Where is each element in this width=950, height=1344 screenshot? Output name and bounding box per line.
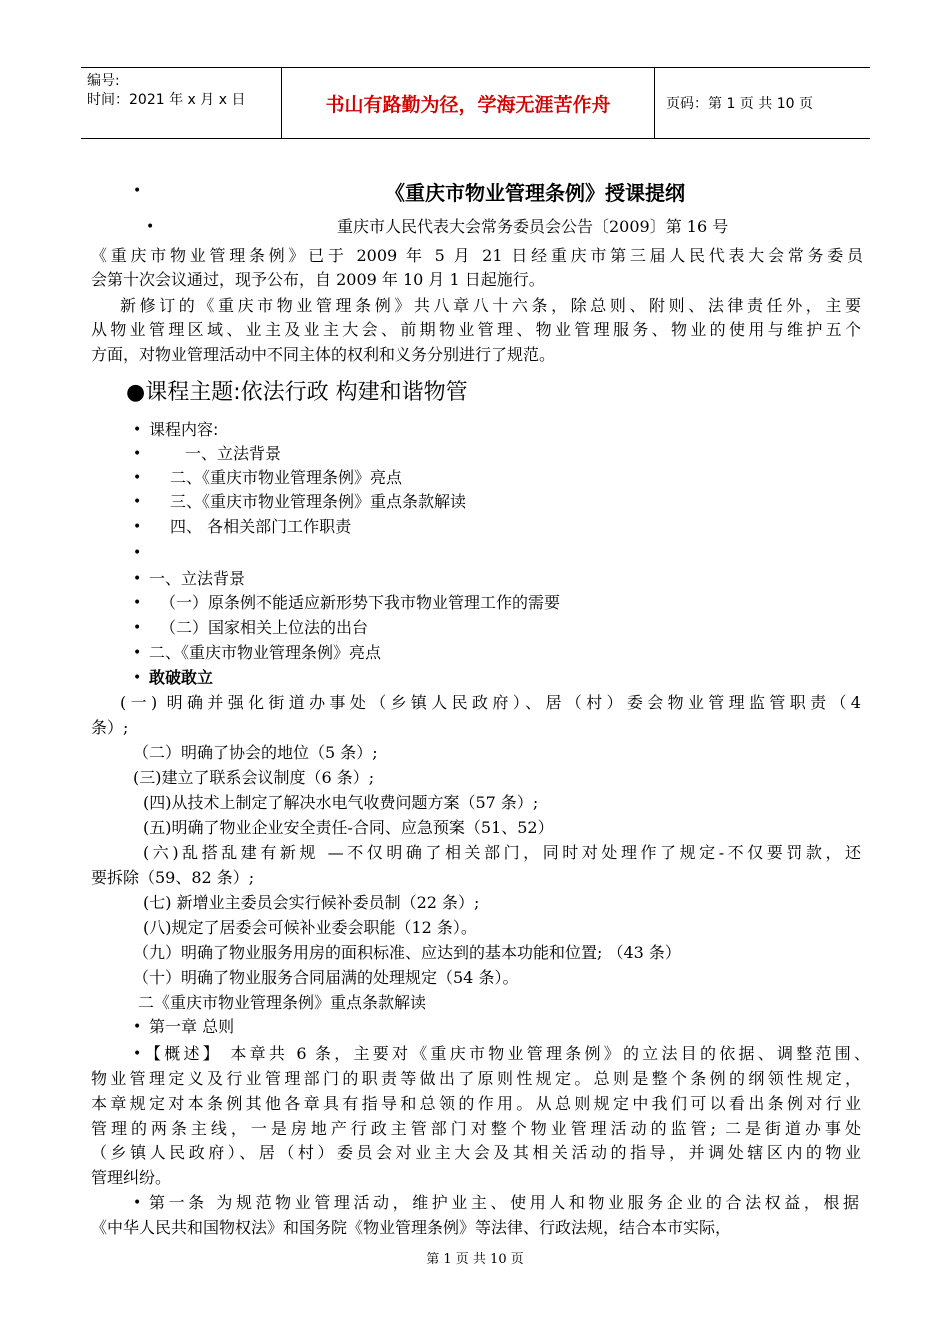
page-label: 页码：第 1 页 共 10 页 (666, 96, 813, 112)
page-header (81, 67, 870, 139)
page-footer: 第 1 页 共 10 页 (426, 1252, 524, 1267)
bullet: • (133, 595, 142, 611)
doc-title: 《重庆市物业管理条例》授课提纲 (385, 181, 685, 205)
article-line: 第一条 为规范物业管理活动，维护业主、使用人和物业服务企业的合法权益，根据 (149, 1193, 859, 1212)
section-heading: 一、立法背景 (149, 569, 246, 588)
highlight-item: (一) 明确并强化街道办事处（乡镇人民政府）、居（村）委会物业管理监管职责（4 (120, 693, 861, 712)
bullet: • (133, 446, 142, 462)
highlight-item: (八)规定了居委会可候补业委会职能（12 条）。 (143, 918, 477, 937)
highlight-item: （十）明确了物业服务合同届满的处理规定（54 条）。 (133, 968, 519, 987)
highlight-item: (六)乱搭乱建有新规 —不仅明确了相关部门，同时对处理作了规定-不仅要罚款，还 (143, 843, 861, 862)
bullet: • (133, 1019, 142, 1035)
date-label: 时间：2021 年 x 月 x 日 (87, 92, 246, 108)
highlight-item: (四)从技术上制定了解决水电气收费问题方案（57 条）; (143, 793, 539, 812)
overview-line: （乡镇人民政府）、居（村）委员会对业主大会及其相关活动的指导，并调处辖区内的物业 (91, 1143, 861, 1162)
toc-item: 三、《重庆市物业管理条例》重点条款解读 (170, 492, 467, 511)
section-heading: 二《重庆市物业管理条例》重点条款解读 (138, 993, 427, 1012)
overview-line: 物业管理定义及行业管理部门的职责等做出了原则性规定。总则是整个条例的纲领性规定， (91, 1069, 861, 1088)
section-item: （一）原条例不能适应新形势下我市物业管理工作的需要 (160, 593, 561, 612)
overview-line: 【概述】 本章共 6 条，主要对《重庆市物业管理条例》的立法目的依据、调整范围、 (145, 1044, 870, 1063)
bullet: • (146, 219, 155, 235)
motto: 书山有路勤为径，学海无涯苦作舟 (325, 93, 611, 116)
overview-line: 管理纠纷。 (91, 1168, 172, 1187)
bullet: • (133, 470, 142, 486)
number-label: 编号: (87, 73, 120, 89)
content-label: 课程内容: (149, 420, 219, 439)
highlight-item: 条）; (91, 718, 129, 737)
bullet: • (133, 645, 142, 661)
bullet: • (133, 494, 142, 510)
bullet: • (133, 519, 142, 535)
paragraph-line: 方面，对物业管理活动中不同主体的权利和义务分别进行了规范。 (91, 345, 556, 364)
bullet: • (133, 183, 142, 199)
toc-item: 二、《重庆市物业管理条例》亮点 (170, 468, 403, 487)
highlight-item: （九）明确了物业服务用房的面积标准、应达到的基本功能和位置; （43 条） (133, 943, 681, 962)
bullet: • (133, 571, 142, 587)
overview-line: 本章规定对本条例其他各章具有指导和总领的作用。从总则规定中我们可以看出条例对行业 (91, 1094, 861, 1113)
chapter-title: 第一章 总则 (149, 1017, 235, 1036)
bullet: • (133, 670, 142, 686)
section-item: （二）国家相关上位法的出台 (160, 618, 369, 637)
bullet: • (133, 422, 142, 438)
bullet: • (133, 1046, 142, 1062)
highlight-item: （二）明确了协会的地位（5 条）; (133, 743, 378, 762)
toc-item: 四、 各相关部门工作职责 (170, 517, 352, 536)
announcement: 重庆市人民代表大会常务委员会公告〔2009〕第 16 号 (337, 217, 729, 236)
paragraph-line: 从物业管理区域、业主及业主大会、前期物业管理、物业管理服务、物业的使用与维护五个 (91, 320, 861, 339)
paragraph-line: 会第十次会议通过，现予公布，自 2009 年 10 月 1 日起施行。 (91, 270, 545, 289)
highlight-item: (三)建立了联系会议制度（6 条）; (133, 768, 375, 787)
section-heading: 二、《重庆市物业管理条例》亮点 (149, 643, 382, 662)
highlight-item: (五)明确了物业企业安全责任-合同、应急预案（51、52） (143, 818, 554, 837)
article-line: 《中华人民共和国物权法》和国务院《物业管理条例》等法律、行政法规，结合本市实际， (91, 1218, 732, 1237)
section-subheading: 敢破敢立 (149, 668, 214, 687)
header-meta (81, 68, 281, 138)
paragraph-line: 新修订的《重庆市物业管理条例》共八章八十六条，除总则、附则、法律责任外，主要 (120, 296, 861, 315)
course-theme: ●课程主题:依法行政 构建和谐物管 (126, 380, 468, 405)
divider (654, 68, 655, 138)
bullet: • (133, 1195, 142, 1211)
bullet: • (133, 620, 142, 636)
highlight-item: 要拆除（59、82 条）; (91, 868, 255, 887)
highlight-item: (七) 新增业主委员会实行候补委员制（22 条）; (143, 893, 480, 912)
paragraph-line: 《重庆市物业管理条例》已于 2009 年 5 月 21 日经重庆市第三届人民代表大会常务委员 (91, 246, 863, 265)
bullet: • (133, 545, 142, 561)
overview-line: 管理的两条主线，一是房地产行政主管部门对整个物业管理活动的监管; 二是街道办事处 (91, 1119, 861, 1138)
toc-item: 一、立法背景 (185, 444, 282, 463)
